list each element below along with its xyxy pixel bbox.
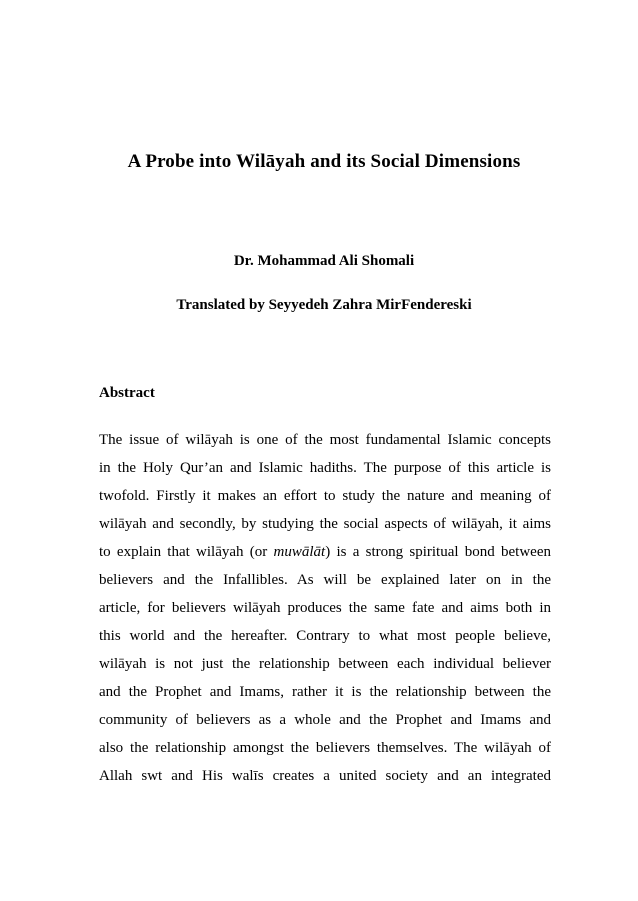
abstract-line-with-term bbox=[99, 542, 551, 570]
translator-credit: Translated by Seyyedeh Zahra MirFendereski bbox=[176, 297, 472, 313]
abstract-line: article, for believers wilāyah produces the same fate and aims both in bbox=[99, 600, 551, 616]
abstract-line: also the relationship amongst the believers themselves. The wilāyah of bbox=[99, 740, 551, 756]
abstract-line: wilāyah and secondly, by studying the social aspects of wilāyah, it aims bbox=[99, 516, 551, 532]
abstract-body bbox=[99, 430, 551, 794]
abstract-heading: Abstract bbox=[99, 385, 155, 401]
abstract-line: this world and the hereafter. Contrary to what most people believe, bbox=[99, 628, 551, 644]
abstract-line: Allah swt and His walīs creates a united society and an integrated bbox=[99, 768, 551, 784]
author-name: Dr. Mohammad Ali Shomali bbox=[233, 253, 415, 269]
abstract-line: wilāyah is not just the relationship between each individual believer bbox=[99, 656, 551, 672]
abstract-line: The issue of wilāyah is one of the most fundamental Islamic concepts bbox=[99, 432, 551, 448]
abstract-line: and the Prophet and Imams, rather it is the relationship between the bbox=[99, 684, 551, 700]
abstract-line: twofold. Firstly it makes an effort to study the nature and meaning of bbox=[99, 488, 551, 504]
abstract-line-segment: to explain that wilāyah (or bbox=[99, 544, 274, 560]
paper-title: A Probe into Wilāyah and its Social Dimensions bbox=[127, 151, 521, 172]
italic-term: muwālāt bbox=[273, 544, 326, 560]
abstract-line-segment: ) is a strong spiritual bond between bbox=[325, 544, 551, 560]
abstract-line: community of believers as a whole and the Prophet and Imams and bbox=[99, 712, 551, 728]
abstract-line: in the Holy Qur’an and Islamic hadiths. The purpose of this article is bbox=[99, 460, 551, 476]
abstract-line: believers and the Infallibles. As will be explained later on in the bbox=[99, 572, 551, 588]
